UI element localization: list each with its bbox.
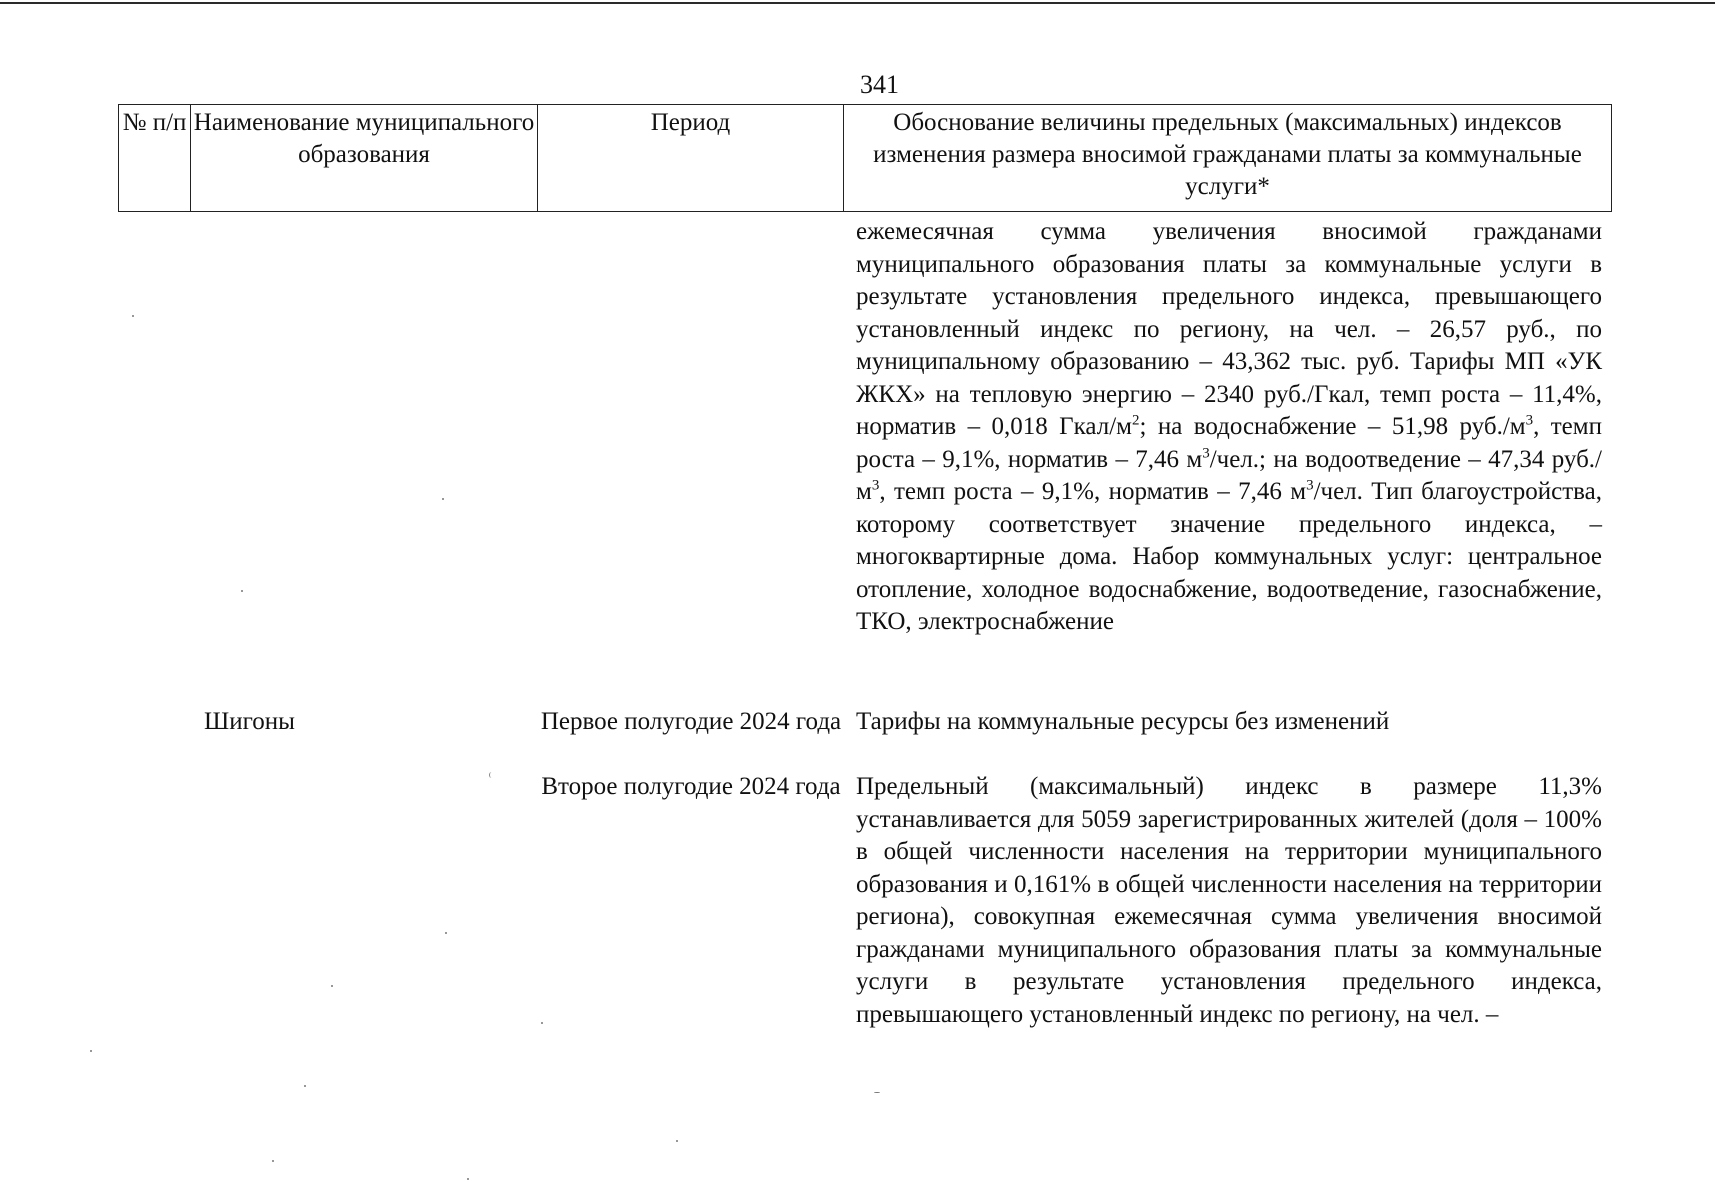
page-number: 341: [860, 70, 899, 99]
scan-speck: [132, 315, 134, 317]
page-top-border: [0, 2, 1715, 4]
superscript: 3: [871, 477, 880, 494]
basis-text-segment: /чел.; на водоотведение – 47,34 руб./м: [856, 445, 1602, 505]
column-header-period: Период: [538, 105, 844, 211]
column-header-number: № п/п: [119, 105, 191, 211]
scan-speck: [442, 498, 444, 500]
basis-text-segment: ежемесячная сумма увеличения вносимой гражданами муниципального образования платы за коммунальные услуги в результате установления предельного индекса, превышающего установленный индекс по региону, на чел. – 26,57 руб., по муниципальному образованию – 43,362 тыс. руб. Тарифы МП «УК ЖКХ» на тепловую энергию – 2340 руб./Гкал, темп роста – 11,4%, норматив – 0,018 Гкал/м: [856, 218, 1602, 440]
scan-speck: [541, 1022, 543, 1024]
table-header: [118, 104, 1612, 212]
scan-speck: [676, 1140, 678, 1142]
scan-speck: [331, 985, 333, 987]
scan-speck: [272, 1160, 274, 1162]
superscript: 2: [1131, 412, 1140, 429]
basis-text-segment: , темп роста – 9,1%, норматив – 7,46 м: [856, 413, 1602, 473]
column-header-basis: Обоснование величины предельных (максимальных) индексов изменения размера вносимой гражданами платы за коммунальные услуги*: [873, 109, 1582, 200]
superscript: 3: [1525, 412, 1534, 429]
period-second-half: Второе полугодие 2024 года: [541, 773, 841, 800]
scan-speck: [467, 1178, 469, 1180]
period-first-half: Первое полугодие 2024 года: [540, 708, 842, 735]
basis-text-segment: ; на водоснабжение – 51,98 руб./м: [1139, 413, 1526, 440]
scan-speck: [445, 932, 447, 934]
scan-speck: [304, 1085, 306, 1087]
basis-text-second-half: Предельный (максимальный) индекс в размере 11,3% устанавливается для 5059 зарегистрированных жителей (доля – 100% в общей численности населения на территории муниципального образования и 0,161% в общей численности населения на территории региона), совокупная ежемесячная сумма увеличения вносимой гражданами муниципального образования платы за коммунальные услуги в результате установления предельного индекса, превышающего установленный индекс по региону, на чел. –: [856, 773, 1602, 1028]
scan-mark: [489, 772, 494, 778]
superscript: 3: [1202, 445, 1210, 462]
basis-text-segment: /чел. Тип благоустройства, которому соответствует значение предельного индекса, – многоквартирные дома. Набор коммунальных услуг: центральное отопление, холодное водоснабжение, водоотведение, газоснабжение, ТКО, электроснабжение: [856, 478, 1602, 635]
superscript: 3: [1306, 477, 1314, 494]
basis-text-continued: [856, 216, 1602, 639]
municipality-name: Шигоны: [204, 708, 295, 735]
scan-speck: [241, 590, 243, 592]
scan-speck: [90, 1050, 92, 1052]
basis-text-segment: , темп роста – 9,1%, норматив – 7,46 м: [879, 478, 1307, 505]
column-header-municipality: Наименование муниципального образования: [191, 105, 538, 211]
scan-speck: [874, 1092, 880, 1093]
basis-text-first-half: Тарифы на коммунальные ресурсы без изменений: [856, 708, 1390, 735]
